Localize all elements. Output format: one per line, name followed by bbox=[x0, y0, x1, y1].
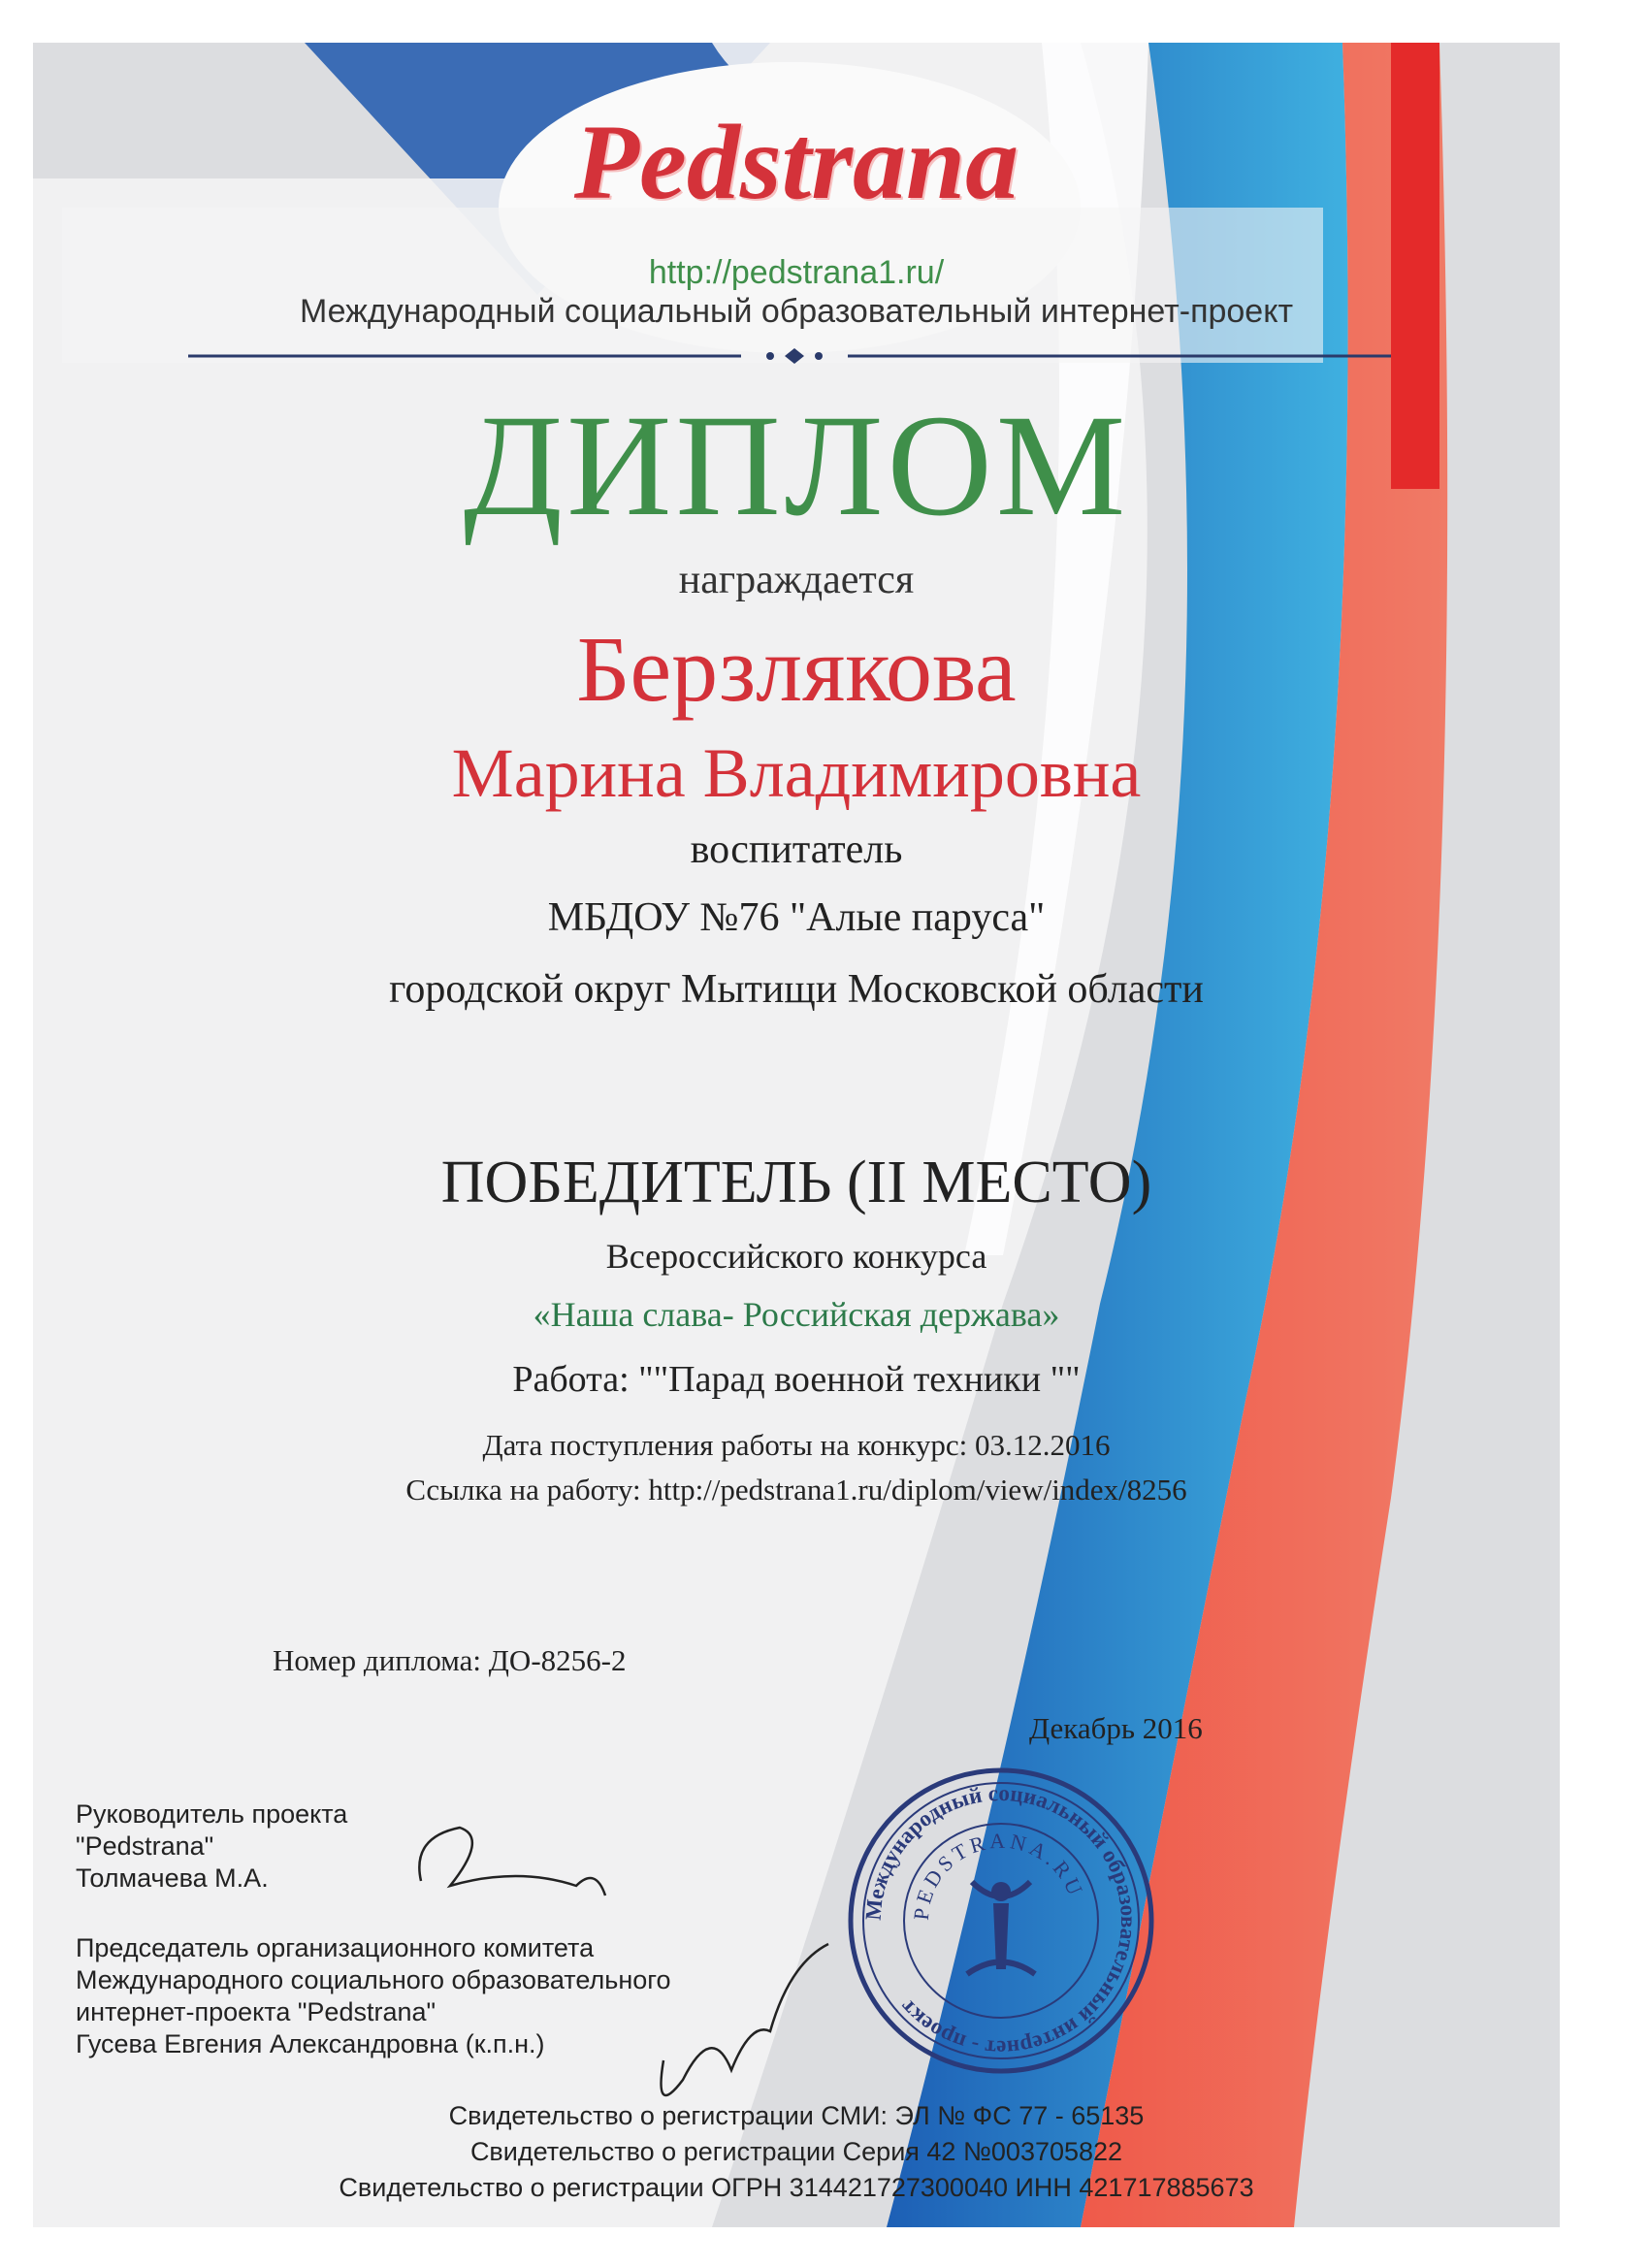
pedstrana-logo: Pedstrana bbox=[573, 103, 1019, 221]
diploma-title: ДИПЛОМ bbox=[463, 385, 1130, 546]
awarded-label: награждается bbox=[678, 558, 915, 602]
stamp-outer-text: Международный социальный образовательный интернет - проект bbox=[860, 1780, 1142, 2061]
recipient-region: городской округ Мытищи Московской области bbox=[389, 967, 1204, 1012]
diploma-page bbox=[33, 43, 1560, 2227]
project-head-block bbox=[76, 1798, 347, 1895]
work-title: Работа: ""Парад военной техники "" bbox=[512, 1359, 1081, 1400]
chair-line: Международного социального образовательного bbox=[76, 1965, 671, 1994]
recipient-position: воспитатель bbox=[690, 827, 903, 872]
stamp-emblem-icon bbox=[967, 1882, 1035, 1974]
committee-chair-block bbox=[76, 1932, 671, 2060]
site-url[interactable]: http://pedstrana1.ru/ bbox=[648, 254, 945, 291]
chair-line: интернет-проекта "Pedstrana" bbox=[76, 1997, 436, 2026]
diploma-number: Номер диплома: ДО-8256-2 bbox=[273, 1643, 627, 1677]
result-title: ПОБЕДИТЕЛЬ (II МЕСТО) bbox=[440, 1150, 1152, 1215]
head-name: Толмачева М.А. bbox=[76, 1863, 269, 1893]
chair-line: Председатель организационного комитета bbox=[76, 1933, 595, 1962]
contest-name: «Наша слава- Российская держава» bbox=[533, 1295, 1060, 1334]
submission-date: Дата поступления работы на конкурс: 03.12.2016 bbox=[482, 1428, 1111, 1462]
footer-registration-3: Свидетельство о регистрации ОГРН 314421727300040 ИНН 421717885673 bbox=[339, 2173, 1254, 2202]
project-subtitle: Международный социальный образовательный интернет-проект bbox=[299, 293, 1294, 330]
recipient-given-names: Марина Владимировна bbox=[451, 734, 1142, 812]
stamp-inner-text: PEDSTRANA.RU bbox=[908, 1828, 1089, 1922]
stamp bbox=[836, 1756, 1166, 2086]
chair-name: Гусева Евгения Александровна (к.п.н.) bbox=[76, 2029, 545, 2058]
contest-type: Всероссийского конкурса bbox=[605, 1237, 987, 1276]
tricolor-background bbox=[33, 43, 1560, 2227]
diploma-date: Декабрь 2016 bbox=[1029, 1711, 1203, 1745]
head-line: Руководитель проекта bbox=[76, 1799, 348, 1829]
head-line: "Pedstrana" bbox=[76, 1831, 214, 1861]
footer-registration-1: Свидетельство о регистрации СМИ: ЭЛ № ФС 77 - 65135 bbox=[448, 2101, 1145, 2130]
footer-registration-2: Свидетельство о регистрации Серия 42 №003705822 bbox=[469, 2137, 1123, 2166]
recipient-surname: Берзлякова bbox=[576, 617, 1017, 721]
recipient-institution: МБДОУ №76 "Алые паруса" bbox=[547, 895, 1046, 940]
work-link[interactable]: Ссылка на работу: http://pedstrana1.ru/diplom/view/index/8256 bbox=[405, 1473, 1187, 1507]
